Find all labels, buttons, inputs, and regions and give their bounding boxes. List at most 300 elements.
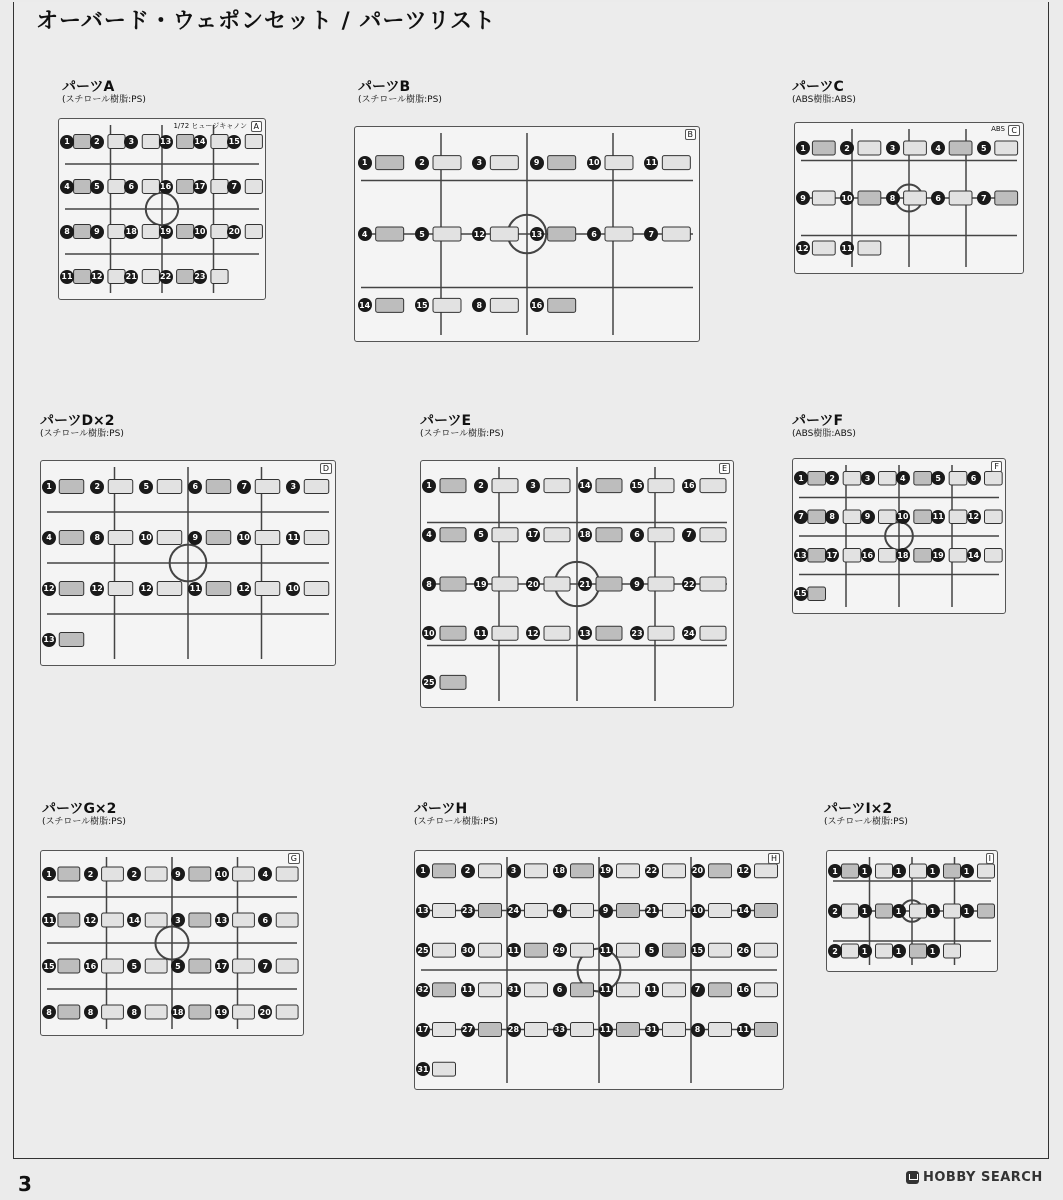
part-shape bbox=[102, 913, 124, 927]
part-number-callout: 13 bbox=[159, 135, 173, 149]
part-shape bbox=[59, 531, 84, 545]
part-shape bbox=[177, 270, 194, 284]
part-shape bbox=[978, 904, 995, 918]
group-title: パーツI×2 bbox=[824, 801, 893, 817]
part-shape bbox=[596, 577, 622, 591]
part-number-callout: 3 bbox=[526, 479, 540, 493]
part-number-callout: 1 bbox=[960, 904, 974, 918]
part-number-callout: 2 bbox=[828, 904, 842, 918]
part-number-callout: 9 bbox=[630, 577, 644, 591]
watermark-text: HOBBY SEARCH bbox=[923, 1170, 1043, 1185]
part-shape bbox=[525, 1023, 548, 1037]
part-shape bbox=[108, 135, 125, 149]
part-number-callout: 2 bbox=[828, 944, 842, 958]
part-number-callout: 8 bbox=[825, 510, 839, 524]
runner-c bbox=[794, 122, 1024, 274]
group-title: パーツD×2 bbox=[40, 413, 115, 429]
part-number-callout: 11 bbox=[507, 943, 521, 957]
part-shape bbox=[59, 633, 84, 647]
part-shape bbox=[755, 864, 778, 878]
part-number-callout: 12 bbox=[796, 241, 810, 255]
part-shape bbox=[102, 867, 124, 881]
part-shape bbox=[233, 959, 255, 973]
part-shape bbox=[276, 867, 298, 881]
part-shape bbox=[177, 225, 194, 239]
part-shape bbox=[433, 227, 461, 241]
part-number-callout: 11 bbox=[644, 156, 658, 170]
part-shape bbox=[858, 191, 881, 205]
part-number-callout: 17 bbox=[215, 959, 229, 973]
runner-letter: G bbox=[288, 853, 300, 864]
part-number-callout: 21 bbox=[578, 577, 592, 591]
part-number-callout: 10 bbox=[215, 867, 229, 881]
part-number-callout: 4 bbox=[422, 528, 436, 542]
part-number-callout: 4 bbox=[553, 904, 567, 918]
part-shape bbox=[843, 472, 861, 485]
part-number-callout: 15 bbox=[415, 298, 429, 312]
part-number-callout: 19 bbox=[474, 577, 488, 591]
part-shape bbox=[812, 241, 835, 255]
part-shape bbox=[440, 626, 466, 640]
group-subtitle: (スチロール樹脂:PS) bbox=[42, 817, 126, 827]
part-shape bbox=[755, 983, 778, 997]
part-shape bbox=[808, 510, 826, 523]
part-number-callout: 2 bbox=[825, 471, 839, 485]
part-shape bbox=[548, 227, 576, 241]
part-number-callout: 11 bbox=[474, 626, 488, 640]
part-shape bbox=[492, 528, 518, 542]
part-number-callout: 13 bbox=[530, 227, 544, 241]
part-shape bbox=[433, 943, 456, 957]
part-shape bbox=[189, 867, 211, 881]
part-number-callout: 13 bbox=[215, 913, 229, 927]
part-number-callout: 17 bbox=[416, 1023, 430, 1037]
part-number-callout: 6 bbox=[258, 913, 272, 927]
part-shape bbox=[755, 1023, 778, 1037]
part-number-callout: 1 bbox=[796, 141, 810, 155]
part-number-callout: 17 bbox=[193, 180, 207, 194]
part-number-callout: 11 bbox=[599, 983, 613, 997]
part-number-callout: 7 bbox=[682, 528, 696, 542]
part-number-callout: 12 bbox=[737, 864, 751, 878]
part-number-callout: 15 bbox=[42, 959, 56, 973]
part-shape bbox=[59, 582, 84, 596]
part-shape bbox=[245, 225, 262, 239]
part-shape bbox=[211, 270, 228, 284]
part-number-callout: 10 bbox=[193, 225, 207, 239]
part-number-callout: 24 bbox=[507, 904, 521, 918]
part-shape bbox=[433, 904, 456, 918]
part-number-callout: 25 bbox=[416, 943, 430, 957]
part-shape bbox=[755, 943, 778, 957]
part-shape bbox=[74, 270, 91, 284]
group-subtitle: (スチロール樹脂:PS) bbox=[414, 817, 498, 827]
runner-letter: F bbox=[991, 461, 1002, 472]
part-shape bbox=[233, 913, 255, 927]
part-shape bbox=[571, 904, 594, 918]
part-shape bbox=[108, 180, 125, 194]
part-shape bbox=[617, 943, 640, 957]
part-shape bbox=[108, 582, 133, 596]
part-number-callout: 10 bbox=[139, 531, 153, 545]
part-number-callout: 3 bbox=[124, 135, 138, 149]
part-number-callout: 10 bbox=[286, 582, 300, 596]
part-shape bbox=[433, 983, 456, 997]
part-number-callout: 16 bbox=[159, 180, 173, 194]
part-shape bbox=[206, 531, 231, 545]
part-shape bbox=[914, 510, 932, 523]
part-number-callout: 3 bbox=[507, 864, 521, 878]
part-shape bbox=[949, 510, 967, 523]
part-number-callout: 4 bbox=[258, 867, 272, 881]
part-number-callout: 12 bbox=[967, 510, 981, 524]
part-number-callout: 6 bbox=[931, 191, 945, 205]
part-shape bbox=[102, 1005, 124, 1019]
runner-e bbox=[420, 460, 734, 708]
part-number-callout: 22 bbox=[645, 864, 659, 878]
part-number-callout: 14 bbox=[193, 135, 207, 149]
part-number-callout: 23 bbox=[461, 904, 475, 918]
part-shape bbox=[944, 864, 961, 878]
part-number-callout: 5 bbox=[645, 943, 659, 957]
part-number-callout: 20 bbox=[258, 1005, 272, 1019]
part-number-callout: 1 bbox=[828, 864, 842, 878]
part-shape bbox=[145, 1005, 167, 1019]
part-number-callout: 1 bbox=[960, 864, 974, 878]
part-number-callout: 7 bbox=[794, 510, 808, 524]
part-shape bbox=[843, 510, 861, 523]
part-number-callout: 6 bbox=[967, 471, 981, 485]
part-shape bbox=[914, 472, 932, 485]
part-number-callout: 1 bbox=[794, 471, 808, 485]
part-number-callout: 8 bbox=[886, 191, 900, 205]
part-number-callout: 12 bbox=[42, 582, 56, 596]
part-number-callout: 29 bbox=[553, 943, 567, 957]
part-number-callout: 33 bbox=[553, 1023, 567, 1037]
part-number-callout: 20 bbox=[526, 577, 540, 591]
part-number-callout: 32 bbox=[416, 983, 430, 997]
part-number-callout: 12 bbox=[90, 582, 104, 596]
part-number-callout: 1 bbox=[892, 904, 906, 918]
part-number-callout: 11 bbox=[461, 983, 475, 997]
part-number-callout: 2 bbox=[84, 867, 98, 881]
part-number-callout: 14 bbox=[578, 479, 592, 493]
part-number-callout: 5 bbox=[127, 959, 141, 973]
part-shape bbox=[548, 156, 576, 170]
part-shape bbox=[304, 480, 329, 494]
part-shape bbox=[58, 867, 80, 881]
part-shape bbox=[102, 959, 124, 973]
part-shape bbox=[995, 141, 1018, 155]
group-subtitle: (ABS樹脂:ABS) bbox=[792, 95, 856, 105]
part-number-callout: 18 bbox=[553, 864, 567, 878]
runner-i bbox=[826, 850, 998, 972]
part-number-callout: 15 bbox=[227, 135, 241, 149]
part-shape bbox=[544, 577, 570, 591]
part-number-callout: 23 bbox=[193, 270, 207, 284]
part-number-callout: 1 bbox=[892, 864, 906, 878]
part-number-callout: 12 bbox=[237, 582, 251, 596]
part-number-callout: 16 bbox=[861, 548, 875, 562]
part-shape bbox=[525, 983, 548, 997]
part-shape bbox=[74, 135, 91, 149]
part-shape bbox=[858, 141, 881, 155]
part-shape bbox=[276, 1005, 298, 1019]
part-shape bbox=[255, 582, 280, 596]
part-shape bbox=[904, 141, 927, 155]
part-shape bbox=[648, 626, 674, 640]
part-shape bbox=[985, 549, 1003, 562]
part-number-callout: 8 bbox=[127, 1005, 141, 1019]
part-number-callout: 26 bbox=[737, 943, 751, 957]
runner-letter: D bbox=[320, 463, 332, 474]
part-number-callout: 9 bbox=[171, 867, 185, 881]
part-shape bbox=[808, 549, 826, 562]
part-shape bbox=[808, 587, 826, 600]
part-shape bbox=[842, 904, 859, 918]
part-number-callout: 30 bbox=[461, 943, 475, 957]
part-number-callout: 4 bbox=[931, 141, 945, 155]
part-shape bbox=[157, 480, 182, 494]
part-number-callout: 1 bbox=[358, 156, 372, 170]
part-number-callout: 11 bbox=[286, 531, 300, 545]
part-shape bbox=[245, 180, 262, 194]
part-shape bbox=[108, 480, 133, 494]
part-shape bbox=[842, 944, 859, 958]
group-title: パーツG×2 bbox=[42, 801, 117, 817]
part-shape bbox=[808, 472, 826, 485]
part-shape bbox=[189, 913, 211, 927]
part-number-callout: 8 bbox=[42, 1005, 56, 1019]
page-number: 3 bbox=[18, 1172, 32, 1196]
part-number-callout: 12 bbox=[472, 227, 486, 241]
part-shape bbox=[904, 191, 927, 205]
part-shape bbox=[142, 180, 159, 194]
part-number-callout: 19 bbox=[215, 1005, 229, 1019]
part-number-callout: 3 bbox=[286, 480, 300, 494]
part-shape bbox=[596, 479, 622, 493]
part-number-callout: 5 bbox=[139, 480, 153, 494]
part-number-callout: 7 bbox=[258, 959, 272, 973]
part-number-callout: 8 bbox=[472, 298, 486, 312]
part-shape bbox=[605, 156, 633, 170]
group-title: パーツH bbox=[414, 801, 468, 817]
part-number-callout: 25 bbox=[422, 675, 436, 689]
part-number-callout: 9 bbox=[530, 156, 544, 170]
part-number-callout: 9 bbox=[796, 191, 810, 205]
part-shape bbox=[949, 141, 972, 155]
part-number-callout: 7 bbox=[644, 227, 658, 241]
group-subtitle: (スチロール樹脂:PS) bbox=[62, 95, 146, 105]
part-number-callout: 1 bbox=[926, 904, 940, 918]
part-shape bbox=[440, 528, 466, 542]
part-shape bbox=[812, 141, 835, 155]
part-shape bbox=[544, 479, 570, 493]
part-shape bbox=[949, 549, 967, 562]
part-shape bbox=[700, 528, 726, 542]
part-number-callout: 11 bbox=[60, 270, 74, 284]
part-shape bbox=[376, 227, 404, 241]
part-number-callout: 3 bbox=[861, 471, 875, 485]
runner-b bbox=[354, 126, 700, 342]
part-shape bbox=[700, 479, 726, 493]
part-number-callout: 10 bbox=[422, 626, 436, 640]
part-number-callout: 11 bbox=[645, 983, 659, 997]
part-shape bbox=[233, 1005, 255, 1019]
part-number-callout: 1 bbox=[926, 864, 940, 878]
part-number-callout: 1 bbox=[892, 944, 906, 958]
part-number-callout: 20 bbox=[227, 225, 241, 239]
part-number-callout: 4 bbox=[60, 180, 74, 194]
part-shape bbox=[525, 943, 548, 957]
part-number-callout: 11 bbox=[840, 241, 854, 255]
part-number-callout: 18 bbox=[578, 528, 592, 542]
part-number-callout: 4 bbox=[358, 227, 372, 241]
part-shape bbox=[571, 1023, 594, 1037]
runner-f bbox=[792, 458, 1006, 614]
part-number-callout: 21 bbox=[124, 270, 138, 284]
part-shape bbox=[206, 582, 231, 596]
group-title: パーツE bbox=[420, 413, 472, 429]
part-number-callout: 27 bbox=[461, 1023, 475, 1037]
part-number-callout: 10 bbox=[691, 904, 705, 918]
part-shape bbox=[59, 480, 84, 494]
part-number-callout: 16 bbox=[530, 298, 544, 312]
part-number-callout: 11 bbox=[931, 510, 945, 524]
part-shape bbox=[211, 225, 228, 239]
group-subtitle: (スチロール樹脂:PS) bbox=[358, 95, 442, 105]
part-shape bbox=[177, 180, 194, 194]
part-number-callout: 8 bbox=[84, 1005, 98, 1019]
part-number-callout: 5 bbox=[977, 141, 991, 155]
part-shape bbox=[276, 913, 298, 927]
part-shape bbox=[433, 864, 456, 878]
part-number-callout: 1 bbox=[858, 864, 872, 878]
part-number-callout: 10 bbox=[896, 510, 910, 524]
part-number-callout: 21 bbox=[645, 904, 659, 918]
part-number-callout: 1 bbox=[416, 864, 430, 878]
part-number-callout: 2 bbox=[461, 864, 475, 878]
part-number-callout: 2 bbox=[840, 141, 854, 155]
part-number-callout: 3 bbox=[472, 156, 486, 170]
part-shape bbox=[571, 864, 594, 878]
part-shape bbox=[376, 298, 404, 312]
part-number-callout: 4 bbox=[42, 531, 56, 545]
part-shape bbox=[490, 298, 518, 312]
group-subtitle: (スチロール樹脂:PS) bbox=[824, 817, 908, 827]
part-shape bbox=[944, 944, 961, 958]
part-number-callout: 11 bbox=[599, 1023, 613, 1037]
runner-letter: E bbox=[719, 463, 730, 474]
part-shape bbox=[206, 480, 231, 494]
part-shape bbox=[211, 135, 228, 149]
part-number-callout: 2 bbox=[127, 867, 141, 881]
part-number-callout: 1 bbox=[42, 867, 56, 881]
part-number-callout: 16 bbox=[682, 479, 696, 493]
part-number-callout: 20 bbox=[691, 864, 705, 878]
part-shape bbox=[709, 983, 732, 997]
part-shape bbox=[949, 191, 972, 205]
part-shape bbox=[189, 1005, 211, 1019]
part-number-callout: 10 bbox=[840, 191, 854, 205]
part-number-callout: 15 bbox=[794, 587, 808, 601]
part-shape bbox=[58, 959, 80, 973]
part-number-callout: 6 bbox=[188, 480, 202, 494]
group-subtitle: (スチロール樹脂:PS) bbox=[40, 429, 124, 439]
part-number-callout: 14 bbox=[127, 913, 141, 927]
group-title: パーツA bbox=[62, 79, 115, 95]
part-number-callout: 6 bbox=[630, 528, 644, 542]
part-number-callout: 11 bbox=[188, 582, 202, 596]
part-number-callout: 13 bbox=[794, 548, 808, 562]
part-shape bbox=[525, 904, 548, 918]
part-shape bbox=[108, 270, 125, 284]
part-shape bbox=[812, 191, 835, 205]
part-number-callout: 7 bbox=[691, 983, 705, 997]
part-shape bbox=[910, 944, 927, 958]
part-number-callout: 6 bbox=[553, 983, 567, 997]
part-shape bbox=[245, 135, 262, 149]
part-number-callout: 19 bbox=[159, 225, 173, 239]
part-shape bbox=[376, 156, 404, 170]
part-shape bbox=[490, 227, 518, 241]
part-shape bbox=[276, 959, 298, 973]
part-shape bbox=[663, 1023, 686, 1037]
part-shape bbox=[189, 959, 211, 973]
part-number-callout: 13 bbox=[416, 904, 430, 918]
part-number-callout: 31 bbox=[645, 1023, 659, 1037]
part-number-callout: 31 bbox=[507, 983, 521, 997]
part-shape bbox=[663, 943, 686, 957]
part-shape bbox=[492, 479, 518, 493]
part-shape bbox=[433, 1062, 456, 1076]
part-shape bbox=[142, 225, 159, 239]
part-number-callout: 8 bbox=[422, 577, 436, 591]
part-shape bbox=[662, 156, 690, 170]
part-number-callout: 13 bbox=[42, 633, 56, 647]
part-number-callout: 14 bbox=[358, 298, 372, 312]
part-shape bbox=[548, 298, 576, 312]
part-number-callout: 12 bbox=[84, 913, 98, 927]
group-subtitle: (ABS樹脂:ABS) bbox=[792, 429, 856, 439]
part-number-callout: 7 bbox=[237, 480, 251, 494]
part-number-callout: 19 bbox=[931, 548, 945, 562]
part-shape bbox=[617, 904, 640, 918]
part-shape bbox=[876, 944, 893, 958]
part-number-callout: 5 bbox=[90, 180, 104, 194]
part-number-callout: 9 bbox=[90, 225, 104, 239]
part-shape bbox=[492, 626, 518, 640]
runner-letter: A bbox=[251, 121, 262, 132]
part-shape bbox=[985, 510, 1003, 523]
part-number-callout: 22 bbox=[159, 270, 173, 284]
part-number-callout: 8 bbox=[60, 225, 74, 239]
part-shape bbox=[108, 531, 133, 545]
part-shape bbox=[617, 983, 640, 997]
part-number-callout: 1 bbox=[60, 135, 74, 149]
part-number-callout: 15 bbox=[691, 943, 705, 957]
part-shape bbox=[108, 225, 125, 239]
part-shape bbox=[145, 959, 167, 973]
part-number-callout: 5 bbox=[474, 528, 488, 542]
part-shape bbox=[944, 904, 961, 918]
part-shape bbox=[571, 943, 594, 957]
part-shape bbox=[544, 626, 570, 640]
part-shape bbox=[995, 191, 1018, 205]
part-shape bbox=[142, 135, 159, 149]
part-shape bbox=[440, 479, 466, 493]
part-shape bbox=[440, 675, 466, 689]
